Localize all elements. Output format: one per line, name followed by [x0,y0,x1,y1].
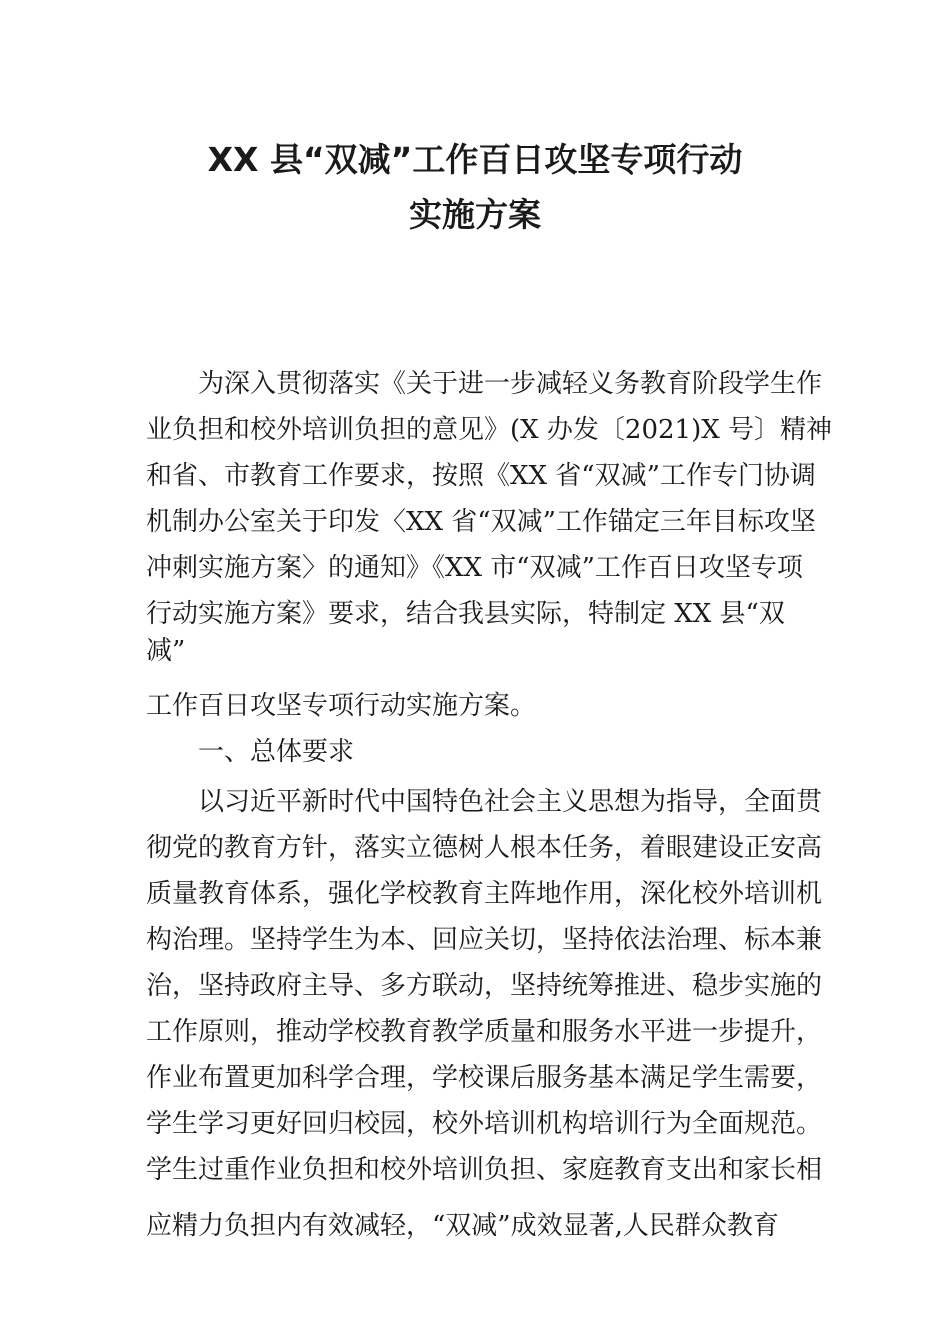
body-line-19: 应精力负担内有效减轻，“双减”成效显著,人民群众教育 [146,1211,779,1241]
body-line-2: 业负担和校外培训负担的意见》(X 办发〔2021)X 号〕精神 [146,415,833,445]
section-heading-1: 一、总体要求 [198,737,355,767]
document-title-line-1: XX 县“双减”工作百日攻坚专项行动 [207,140,743,179]
body-line-18: 学生过重作业负担和校外培训负担、家庭教育支出和家长相 [146,1155,823,1185]
body-line-11: 彻党的教育方针，落实立德树人根本任务，着眼建设正安高 [146,833,823,863]
body-line-14: 治，坚持政府主导、多方联动，坚持统筹推进、稳步实施的 [146,971,823,1001]
body-line-3: 和省、市教育工作要求，按照《XX 省“双减”工作专门协调 [146,461,816,491]
body-line-8: 工作百日攻坚专项行动实施方案。 [146,691,537,721]
document-title-line-2: 实施方案 [409,195,541,234]
body-line-15: 工作原则，推动学校教育教学质量和服务水平进一步提升， [146,1017,823,1047]
body-line-5: 冲刺实施方案〉的通知》《XX 市“双减”工作百日攻坚专项 [146,553,803,583]
body-line-12: 质量教育体系，强化学校教育主阵地作用，深化校外培训机 [146,879,823,909]
body-line-16: 作业布置更加科学合理，学校课后服务基本满足学生需要， [146,1063,823,1093]
body-line-1: 为深入贯彻落实《关于进一步减轻义务教育阶段学生作 [198,369,823,399]
body-line-4: 机制办公室关于印发〈XX 省“双减”工作锚定三年目标攻坚 [146,507,816,537]
body-line-7: 减” [146,636,186,666]
body-line-17: 学生学习更好回归校园，校外培训机构培训行为全面规范。 [146,1109,823,1139]
body-line-13: 构治理。坚持学生为本、回应关切，坚持依法治理、标本兼 [146,925,823,955]
body-line-6: 行动实施方案》要求，结合我县实际，特制定 XX 县“双 [146,599,785,629]
body-line-10: 以习近平新时代中国特色社会主义思想为指导，全面贯 [198,787,823,817]
